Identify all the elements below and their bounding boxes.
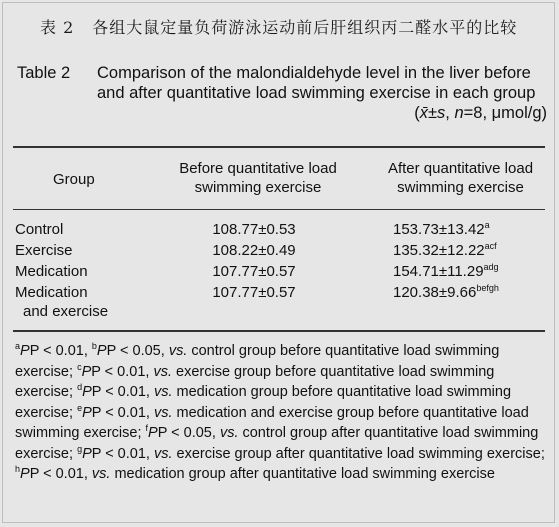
table-title-chinese-text: 各组大鼠定量负荷游泳运动前后肝组织丙二醛水平的比较 bbox=[92, 18, 518, 37]
footnote-b: $^b$PP < 0.05, vs. control group before quantitative load swimming exercise; bbox=[15, 341, 500, 380]
row-medication-after: 154.71±11.29$^{adg}$ bbox=[393, 262, 499, 280]
footnote-e: $^e$PP < 0.01, vs. medication and exercise group before quantitative load swimming exercise; bbox=[15, 402, 529, 441]
table-number-chinese: 表 2 bbox=[40, 18, 75, 37]
row-control-group: Control bbox=[15, 221, 64, 238]
column-header-group: Group bbox=[53, 171, 95, 188]
table-units-note: (x̄±s, n=8, μmol/g) bbox=[414, 104, 547, 122]
table-footnote bbox=[15, 341, 545, 485]
column-header-after: After quantitative load swimming exercise bbox=[387, 160, 534, 196]
footnote-h: $^h$PP < 0.01, vs. medication group after quantitative load swimming exercise bbox=[15, 464, 495, 482]
row-medication-exercise-after: $120.38\pm 9.66^{befgh}$ bbox=[393, 283, 499, 301]
table-frame bbox=[2, 2, 555, 523]
column-header-before: Before quantitative load swimming exercise bbox=[179, 160, 337, 196]
footnote-f: $^f$PP < 0.05, vs. control group after quantitative load swimming exercise; bbox=[15, 423, 539, 462]
table-bottom-rule bbox=[13, 330, 545, 332]
row-medication-exercise-before: 107.77±0.57 bbox=[212, 284, 296, 301]
table-number-english: Table 2 bbox=[17, 64, 71, 82]
footnote-d: $^d$PP < 0.01, vs. medication group before quantitative load swimming exercise; bbox=[15, 382, 512, 421]
footnote-c: $^c$PP < 0.01, vs. exercise group before quantitative load swimming exercise; bbox=[15, 361, 495, 400]
row-exercise-before: 108.22±0.49 bbox=[212, 242, 296, 259]
row-medication-before: 107.77±0.57 bbox=[212, 263, 296, 280]
table-top-rule bbox=[13, 146, 545, 148]
row-control-after: 153.73±13.42$^a$ bbox=[393, 220, 490, 238]
row-exercise-after: 135.32±12.22$^{acf}$ bbox=[393, 241, 497, 259]
row-medication-group: Medication bbox=[15, 263, 88, 280]
row-exercise-group: Exercise bbox=[15, 242, 73, 259]
row-control-before: 108.77±0.53 bbox=[212, 221, 296, 238]
table-header-rule bbox=[13, 209, 545, 210]
table-title-chinese bbox=[40, 17, 550, 39]
footnote-a: $^a$PP < 0.01, bbox=[15, 341, 92, 359]
footnote-g: $^g$PP < 0.01, vs. exercise group after quantitative load swimming exercise; bbox=[77, 443, 545, 462]
row-medication-exercise-group: Medication and exercise bbox=[15, 284, 109, 320]
table-title-english-text: Comparison of the malondialdehyde level in the liver before and after quantitative load swimming exercise in each group bbox=[97, 64, 536, 102]
